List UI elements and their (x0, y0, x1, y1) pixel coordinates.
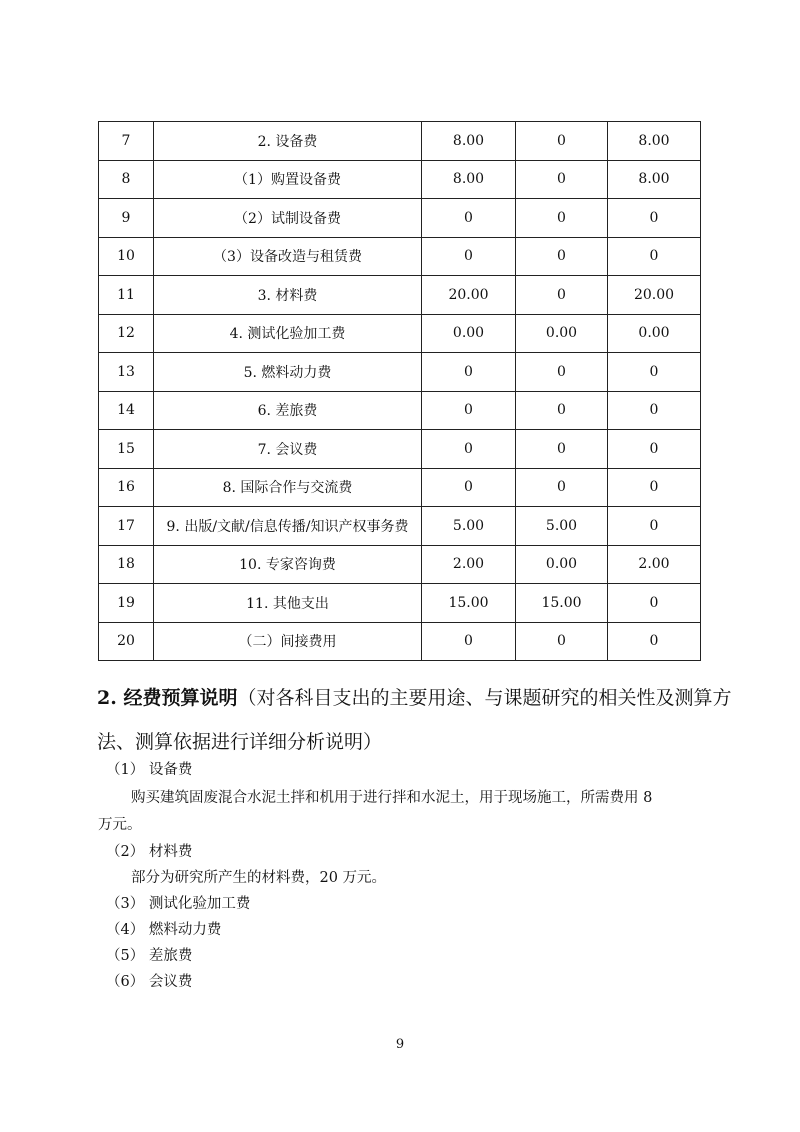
table-row (99, 391, 701, 430)
amount-col-2: 0 (516, 276, 608, 315)
equipment-label: （1） 设备费 (106, 762, 193, 778)
amount-col-1: 0 (422, 237, 516, 276)
materials-description: 部分为研究所产生的材料费，20 万元。 (131, 870, 387, 886)
amount-col-2: 0 (516, 391, 608, 430)
travel-label: （5） 差旅费 (106, 948, 193, 964)
amount-col-3: 20.00 (608, 276, 701, 315)
amount-col-3: 0 (608, 353, 701, 392)
budget-item: （二）间接费用 (154, 622, 422, 661)
row-number: 10 (99, 237, 154, 276)
amount-col-2: 0 (516, 430, 608, 469)
table-row (99, 507, 701, 546)
budget-item: （3）设备改造与租赁费 (154, 237, 422, 276)
row-number: 15 (99, 430, 154, 469)
materials-label: （2） 材料费 (106, 844, 193, 860)
row-number: 12 (99, 314, 154, 353)
amount-col-1: 2.00 (422, 545, 516, 584)
amount-col-3: 8.00 (608, 122, 701, 161)
table-row (99, 430, 701, 469)
budget-item: 5. 燃料动力费 (154, 353, 422, 392)
amount-col-3: 0 (608, 199, 701, 238)
amount-col-2: 0.00 (516, 545, 608, 584)
amount-col-1: 0 (422, 468, 516, 507)
amount-col-3: 0 (608, 391, 701, 430)
row-number: 17 (99, 507, 154, 546)
amount-col-3: 2.00 (608, 545, 701, 584)
row-number: 18 (99, 545, 154, 584)
amount-col-1: 15.00 (422, 584, 516, 623)
table-row (99, 545, 701, 584)
budget-item: 6. 差旅费 (154, 391, 422, 430)
equipment-description-line-2: 万元。 (98, 817, 142, 833)
section-title-note: （对各科目支出的主要用途、与课题研究的相关性及测算方法、测算依据进行详细分析说明） (97, 687, 732, 753)
budget-item: 11. 其他支出 (154, 584, 422, 623)
table-row (99, 237, 701, 276)
section-title: 2. 经费预算说明 (97, 687, 238, 709)
row-number: 8 (99, 160, 154, 199)
budget-item: 8. 国际合作与交流费 (154, 468, 422, 507)
amount-col-3: 8.00 (608, 160, 701, 199)
amount-col-2: 0 (516, 122, 608, 161)
row-number: 13 (99, 353, 154, 392)
amount-col-3: 0.00 (608, 314, 701, 353)
amount-col-3: 0 (608, 622, 701, 661)
amount-col-3: 0 (608, 430, 701, 469)
amount-col-2: 0.00 (516, 314, 608, 353)
table-row (99, 353, 701, 392)
budget-item: 10. 专家咨询费 (154, 545, 422, 584)
budget-table (98, 121, 701, 661)
amount-col-1: 8.00 (422, 122, 516, 161)
row-number: 14 (99, 391, 154, 430)
amount-col-2: 0 (516, 622, 608, 661)
amount-col-2: 0 (516, 468, 608, 507)
amount-col-1: 0 (422, 622, 516, 661)
table-row (99, 584, 701, 623)
table-row (99, 468, 701, 507)
budget-item: 2. 设备费 (154, 122, 422, 161)
budget-item: （1）购置设备费 (154, 160, 422, 199)
testing-label: （3） 测试化验加工费 (106, 896, 251, 912)
amount-col-2: 0 (516, 160, 608, 199)
row-number: 19 (99, 584, 154, 623)
row-number: 9 (99, 199, 154, 238)
row-number: 20 (99, 622, 154, 661)
budget-item: 9. 出版/文献/信息传播/知识产权事务费 (154, 507, 422, 546)
budget-item: 3. 材料费 (154, 276, 422, 315)
amount-col-1: 8.00 (422, 160, 516, 199)
budget-item: 4. 测试化验加工费 (154, 314, 422, 353)
amount-col-1: 0 (422, 199, 516, 238)
amount-col-1: 0 (422, 353, 516, 392)
meeting-label: （6） 会议费 (106, 974, 193, 990)
budget-table-body (99, 122, 701, 661)
amount-col-2: 5.00 (516, 507, 608, 546)
amount-col-1: 5.00 (422, 507, 516, 546)
table-row (99, 160, 701, 199)
table-row (99, 122, 701, 161)
row-number: 16 (99, 468, 154, 507)
amount-col-3: 0 (608, 237, 701, 276)
amount-col-3: 0 (608, 468, 701, 507)
budget-item: 7. 会议费 (154, 430, 422, 469)
amount-col-3: 0 (608, 507, 701, 546)
amount-col-1: 0 (422, 430, 516, 469)
row-number: 7 (99, 122, 154, 161)
amount-col-2: 0 (516, 237, 608, 276)
table-row (99, 314, 701, 353)
section-heading (97, 676, 737, 764)
page-number: 9 (395, 1037, 405, 1052)
equipment-description-line-1: 购买建筑固废混合水泥土拌和机用于进行拌和水泥土，用于现场施工，所需费用 8 (131, 790, 653, 806)
budget-item: （2）试制设备费 (154, 199, 422, 238)
amount-col-1: 0 (422, 391, 516, 430)
table-row (99, 276, 701, 315)
amount-col-2: 0 (516, 199, 608, 238)
table-row (99, 622, 701, 661)
fuel-label: （4） 燃料动力费 (106, 922, 222, 938)
amount-col-3: 0 (608, 584, 701, 623)
amount-col-2: 0 (516, 353, 608, 392)
amount-col-2: 15.00 (516, 584, 608, 623)
row-number: 11 (99, 276, 154, 315)
table-row (99, 199, 701, 238)
amount-col-1: 0.00 (422, 314, 516, 353)
amount-col-1: 20.00 (422, 276, 516, 315)
